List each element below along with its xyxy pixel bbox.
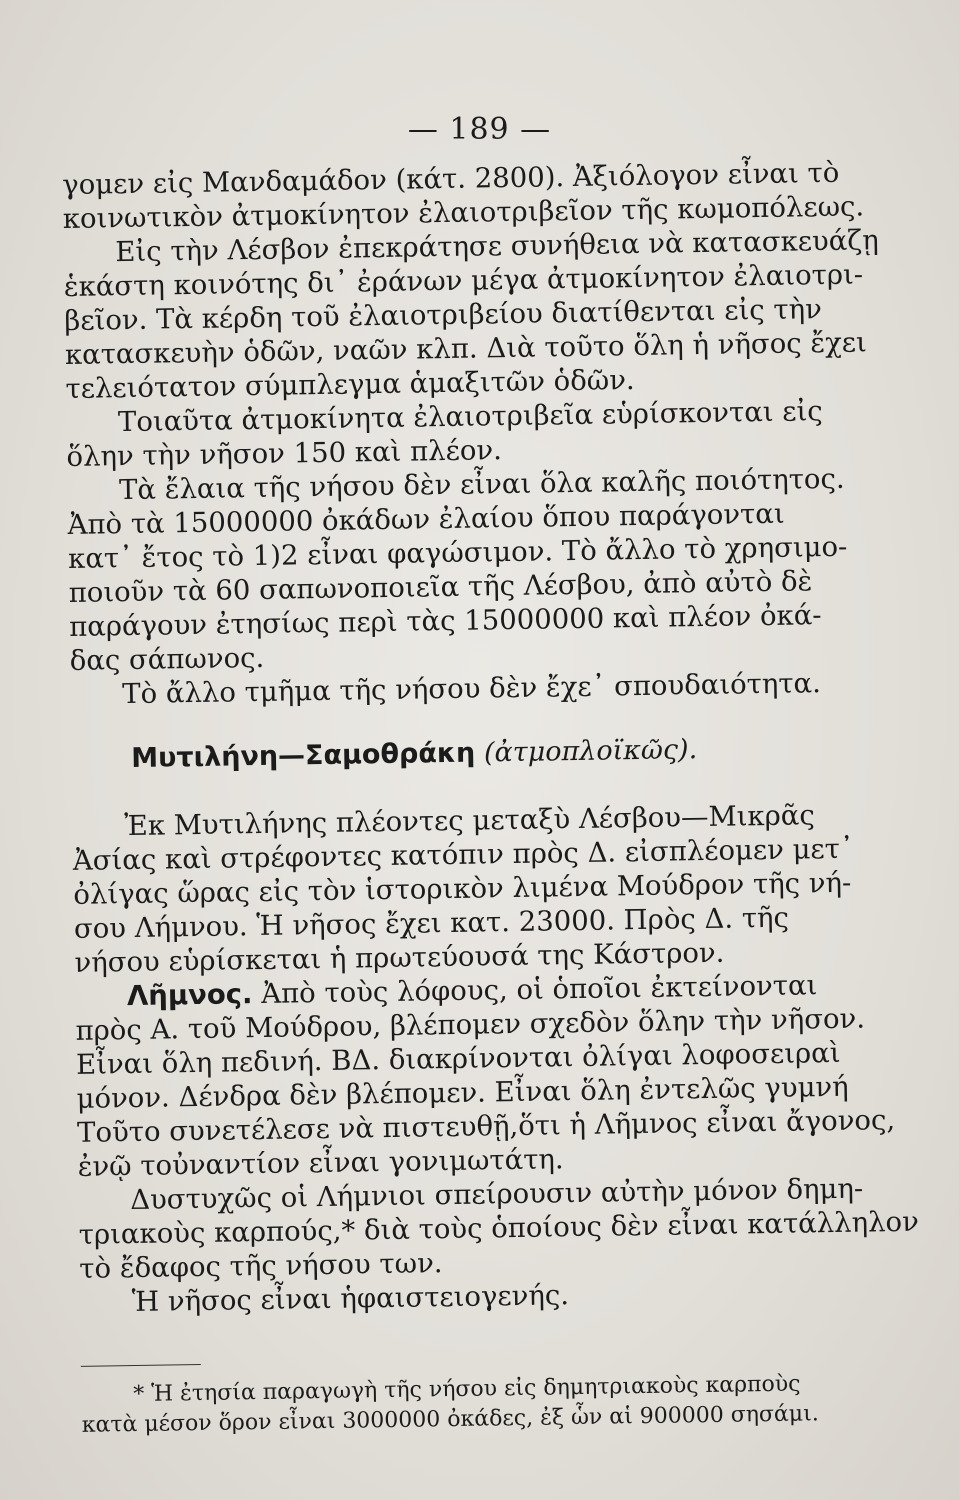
text-line: ἑκάστη κοινότης δι᾽ ἐράνων μέγα ἀτμοκίνητον ἐλαιοτρι-: [63, 258, 864, 303]
footnote-divider: [81, 1364, 201, 1367]
text-line: κοινωτικὸν ἀτμοκίνητον ἐλαιοτριβεῖον τῆς κωμοπόλεως.: [62, 190, 865, 235]
text-line: γομεν εἰς Μανδαμάδον (κάτ. 2800). Ἀξιόλογον εἶναι τὸ: [62, 156, 840, 201]
text-line: Ἀπὸ τὰ 15000000 ὀκάδων ἐλαίου ὅπου παράγονται: [67, 497, 785, 541]
text-line: ἐνῷ τοὐναντίον εἶναι γονιμωτάτη.: [77, 1143, 564, 1183]
text-line: ποιοῦν τὰ 60 σαπωνοποιεῖα τῆς Λέσβου, ἀπὸ αὐτὸ δὲ: [68, 565, 813, 609]
text-line: τὸ ἔδαφος τῆς νήσου των.: [79, 1247, 443, 1285]
text-line: Δυστυχῶς οἱ Λήμνιοι σπείρουσιν αὐτὴν μόνον δημη-: [129, 1172, 864, 1217]
footnote: [81, 1369, 847, 1441]
body-text: [62, 156, 920, 1441]
text-line: Εἶναι ὅλη πεδινή. ΒΔ. διακρίνονται ὀλίγαι λοφοσειραὶ: [75, 1036, 841, 1081]
text-line: Τοῦτο συνετέλεσε νὰ πιστευθῇ,ὅτι ἡ Λῆμνος εἶναι ἄγονος,: [76, 1104, 896, 1149]
text-line: πρὸς Α. τοῦ Μούδρου, βλέπομεν σχεδὸν ὅλην τὴν νῆσον.: [75, 1002, 866, 1047]
text-line: ὅλην τὴν νῆσον 150 καὶ πλέον.: [66, 434, 503, 473]
text-line: Τὸ ἄλλο τμῆμα τῆς νήσου δὲν ἔχε᾽ σπουδαιότητα.: [122, 667, 822, 711]
text-line: μόνον. Δένδρα δὲν βλέπομεν. Εἶναι ὅλη ἐντελῶς γυμνή: [76, 1070, 849, 1115]
text-line: Εἰς τὴν Λέσβον ἐπεκράτησε συνήθεια νὰ κατασκευάζῃ: [115, 224, 879, 269]
text-line: Ἡ νῆσος εἶναι ἡφαιστειογενής.: [131, 1279, 570, 1319]
text-line: Ἀσίας καὶ στρέφοντες κατόπιν πρὸς Δ. εἰσπλέομεν μετ᾽: [72, 832, 854, 877]
page-number: — 189 —: [407, 112, 552, 147]
lemnos-run-in-heading: Λῆμνος.: [126, 978, 253, 1013]
footnote-line: * Ἡ ἐτησία παραγωγὴ τῆς νήσου εἰς δημητριακοὺς καρποὺς: [133, 1371, 801, 1408]
text-line: νήσου εὑρίσκεται ἡ πρωτεύουσά της Κάστρον.: [74, 936, 725, 979]
section-heading-subtitle: (ἀτμοπλοϊκῶς).: [483, 734, 698, 769]
text-line: τελειότατον σύμπλεγμα ἁμαξιτῶν ὁδῶν.: [65, 364, 635, 405]
text-line: κατ᾽ ἔτος τὸ 1)2 εἶναι φαγώσιμον. Τὸ ἄλλο τὸ χρησιμο-: [67, 530, 848, 575]
text-line: ὀλίγας ὥρας εἰς τὸν ἱστορικὸν λιμένα Μούδρον τῆς νή-: [73, 866, 852, 911]
footnote-line: κατὰ μέσον ὅρον εἶναι 3000000 ὀκάδες, ἐξ ὧν αἱ 900000 σησάμι.: [81, 1401, 819, 1438]
section-heading: [71, 730, 837, 782]
text-line: τριακοὺς καρπούς,* διὰ τοὺς ὁποίους δὲν εἶναι κατάλληλον: [78, 1205, 920, 1251]
section-heading-title: Μυτιλήνη—Σαμοθράκη: [131, 737, 476, 774]
text-line: παράγουν ἐτησίως περὶ τὰς 15000000 καὶ πλέον ὀκά-: [68, 599, 822, 643]
text-line: Τὰ ἔλαια τῆς νήσου δὲν εἶναι ὅλα καλῆς ποιότητος.: [118, 462, 845, 507]
text-line: Τοιαῦτα ἀτμοκίνητα ἐλαιοτριβεῖα εὑρίσκονται εἰς: [117, 395, 823, 439]
text-line: Ἐκ Μυτιλήνης πλέοντες μεταξὺ Λέσβου—Μικρᾶς: [124, 799, 815, 843]
text-run: Ἀπὸ τοὺς λόφους, οἱ ὁποῖοι ἐκτείνονται: [252, 969, 818, 1011]
text-line: βεῖον. Τὰ κέρδη τοῦ ἐλαιοτριβείου διατίθενται εἰς τὴν: [64, 293, 823, 337]
text-line: κατασκευὴν ὁδῶν, ναῶν κλπ. Διὰ τοῦτο ὅλη ἡ νῆσος ἔχει: [64, 326, 868, 371]
text-line: σου Λήμνου. Ἡ νῆσος ἔχει κατ. 23000. Πρὸς Δ. τῆς: [73, 901, 790, 945]
text-line: δας σάπωνος.: [69, 641, 265, 677]
